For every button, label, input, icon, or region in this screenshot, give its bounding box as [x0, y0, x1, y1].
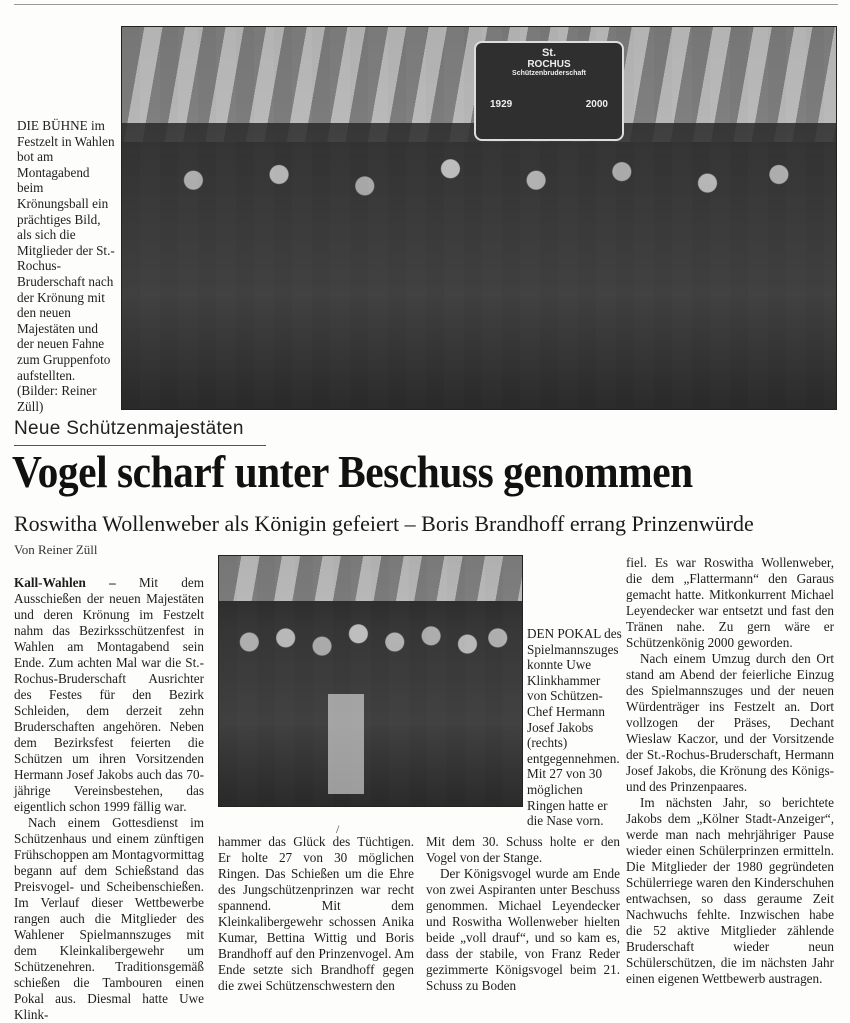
trophy-photo-caption: DEN POKAL des Spielmannszuges konnte Uwe Klinkhammer von Schützen-Chef Hermann Josef Jakobs (rechts) entgegennehmen. Mit 27 von 30 möglichen Ringen hatte er die Nase vorn. [527, 626, 622, 829]
trophy-highlight [328, 694, 364, 794]
banner-year-left: 1929 [490, 99, 513, 110]
trophy-photo [218, 555, 523, 807]
photo-figures [219, 601, 522, 806]
crowd [122, 123, 836, 410]
column4-paragraph-1: fiel. Es war Roswitha Wollenweber, die dem „Flattermann“ den Garaus gemacht hatte. Mitkonkurrent Michael Leyendecker war entsetzt und fast den Tränen nahe. Zu gern wäre er Schützenkönig 2000 geworden. [626, 555, 834, 650]
column1-paragraph-2: Nach einem Gottesdienst im Schützenhaus und einem zünftigen Frühschoppen am Montagvormittag begann auf dem Schießstand das Preisvogel- und Scheibenschießen. Im Verlauf dieser Wettbewerbe rangen auch die Mitglieder des Wahlener Spielmannszuges mit dem Kleinkalibergewehr um Schützenehren. Traditionsgemäß schießen die Tambouren einen Pokal aus. Diesmal hatte Uwe Klink- [14, 815, 204, 1022]
column4-paragraph-3: Im nächsten Jahr, so berichtete Jakobs dem „Kölner Stadt-Anzeiger“, werde man nach mehrjähriger Pause wieder einen Schülerprinzen ermitteln. Die Mitglieder der 1980 gegründeten Schülerriege waren den Kinderschuhen entwachsen, so dass geraume Zeit Nachwuchs fehlte. Inzwischen habe die 52 aktive Mitglieder zählende Bruderschaft wieder neun Schülerschützen, die im nächsten Jahr einen eigenen Wettbewerb austragen. [626, 795, 834, 986]
banner-text-bruderschaft: Schützenbruderschaft [512, 70, 586, 77]
article-column-2 [218, 834, 414, 994]
article-column-1 [14, 575, 204, 1023]
banner-text-rochus: ROCHUS [527, 59, 571, 70]
byline: Von Reiner Züll [14, 542, 98, 557]
dateline: Kall-Wahlen – [14, 575, 116, 590]
headline: Vogel scharf unter Beschuss genommen [12, 446, 693, 497]
top-rule [14, 4, 838, 5]
column3-paragraph-1: Mit dem 30. Schuss holte er den Vogel von der Stange. [426, 834, 620, 865]
article-column-4 [626, 555, 834, 987]
tent-ceiling-2 [219, 556, 522, 601]
text-cursor-mark: / [336, 822, 340, 836]
column4-paragraph-2: Nach einem Umzug durch den Ort stand am Abend der feierliche Einzug des Spielmannszuges und der neuen Würdenträger ins Festzelt an. Dort vollzogen der Präses, Dechant Wieslaw Kaczor, und der Vorsitzende der St.-Rochus-Bruderschaft, Hermann Josef Jakobs, die Krönung des Königs- und des Prinzenpaares. [626, 651, 834, 794]
banner-text-st: St. [541, 47, 557, 59]
column2-paragraph-1: hammer das Glück des Tüchtigen. Er holte 27 von 30 möglichen Ringen. Das Schießen um die Ehre des Jungschützenprinzen war recht spannend. Mit dem Kleinkalibergewehr schossen Anika Kumar, Bettina Wittig und Boris Brandhoff auf den Prinzenvogel. Am Ende setzte sich Brandhoff gegen die zwei Schützenschwestern den [218, 834, 414, 993]
subheadline: Roswitha Wollenweber als Königin gefeiert – Boris Brandhoff errang Prinzenwürde [14, 511, 754, 536]
article-column-3 [426, 834, 620, 994]
column1-paragraph-1: Mit dem Ausschießen der neuen Majestäten und deren Krönung im Festzelt nahm das Bezirksschützenfest in Wahlen am Montagabend sein Ende. Zum achten Mal war die St.-Rochus-Bruderschaft Ausrichter des Festes für den Bezirk Schleiden, dem derzeit zehn Bruderschaften angehören. Neben dem Bezirksfest feierten die Schützen um ihren Vorsitzenden Hermann Josef Jakobs auch das 70-jährige Vereinsbestehen, das eigentlich schon 1999 fällig war. [14, 575, 204, 814]
column3-paragraph-2: Der Königsvogel wurde am Ende von zwei Aspiranten unter Beschuss genommen. Michael Leyendecker und Roswitha Wollenweber hielten beide „voll drauf“, und so kam es, dass der stabile, von Franz Reder gezimmerte Königsvogel beim 21. Schuss zu Boden [426, 866, 620, 993]
banner-flag [474, 41, 624, 141]
top-photo-caption: DIE BÜHNE im Festzelt in Wahlen bot am Montagabend beim Krönungsball ein prächtiges Bild, als sich die Mitglieder der St.-Rochus-Bruderschaft nach der Krönung mit den neuen Majestäten und der neuen Fahne zum Gruppenfoto aufstellten. (Bilder: Reiner Züll) [17, 118, 115, 414]
kicker: Neue Schützenmajestäten [14, 418, 244, 439]
banner-year-right: 2000 [585, 99, 608, 110]
group-photo [121, 26, 837, 410]
